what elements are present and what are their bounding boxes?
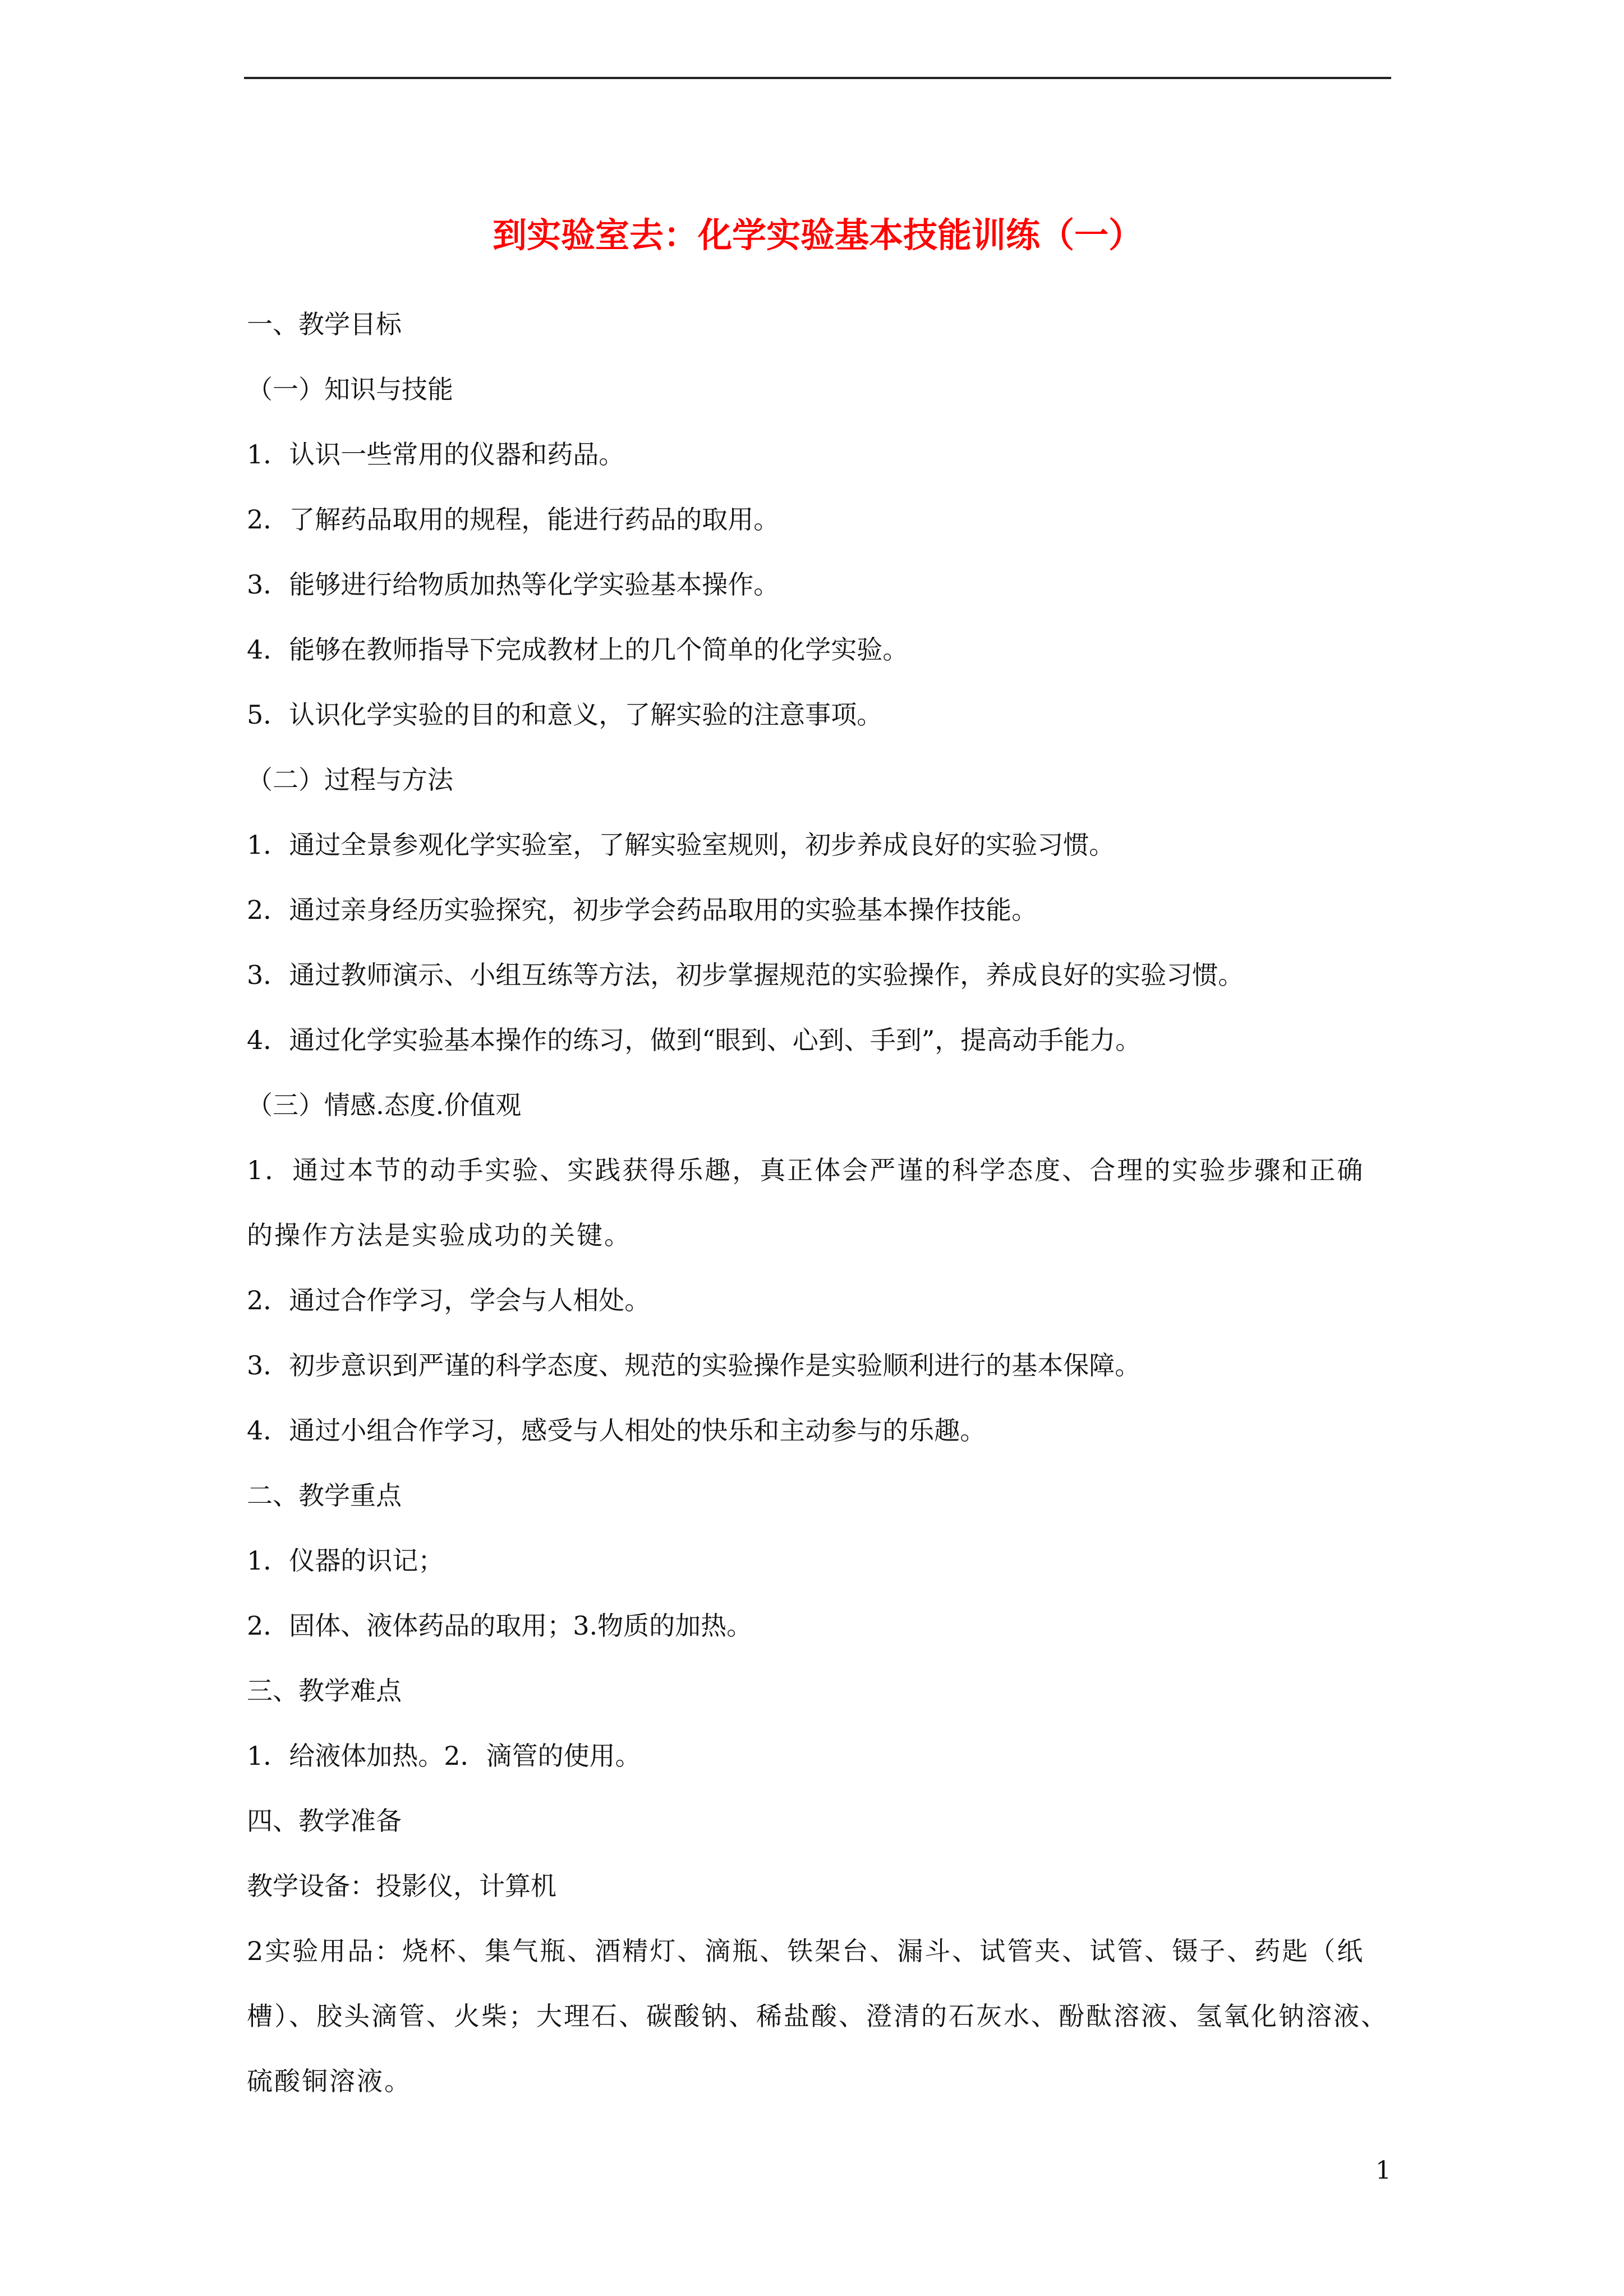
header-rule (244, 77, 1391, 79)
subheading-values: （三）情感.态度.价值观 (247, 1090, 522, 1120)
list-item: 5．认识化学实验的目的和意义，了解实验的注意事项。 (247, 700, 883, 730)
document-body (247, 292, 1391, 2114)
section-heading-difficulties: 三、教学难点 (247, 1676, 402, 1706)
list-item: 2．固体、液体药品的取用；3.物质的加热。 (247, 1611, 753, 1641)
section-heading-objectives: 一、教学目标 (247, 309, 402, 339)
list-item: 4．通过小组合作学习，感受与人相处的快乐和主动参与的乐趣。 (247, 1415, 986, 1446)
subheading-knowledge-skills: （一）知识与技能 (247, 374, 453, 404)
list-item: 1．仪器的识记； (247, 1545, 444, 1576)
list-item: 1．给液体加热。2．滴管的使用。 (247, 1741, 641, 1771)
document-title: 到实验室去：化学实验基本技能训练（一） (492, 215, 1143, 255)
paragraph-materials: 2实验用品：烧杯、集气瓶、酒精灯、滴瓶、铁架台、漏斗、试管夹、试管、镊子、药匙（纸槽）、胶头滴管、火柴；大理石、碳酸钠、稀盐酸、澄清的石灰水、酚酞溶液、氢氧化钠溶液、硫酸铜溶液。 (247, 1936, 1388, 2096)
list-item: 1．认识一些常用的仪器和药品。 (247, 439, 625, 470)
list-item: 1．通过全景参观化学实验室，了解实验室规则，初步养成良好的实验习惯。 (247, 830, 1115, 860)
section-heading-preparation: 四、教学准备 (247, 1806, 402, 1836)
list-item: 4．能够在教师指导下完成教材上的几个简单的化学实验。 (247, 634, 909, 665)
list-item: 4．通过化学实验基本操作的练习，做到“眼到、心到、手到”，提高动手能力。 (247, 1025, 1142, 1055)
page-number: 1 (1375, 2156, 1391, 2185)
paragraph-equipment: 教学设备：投影仪，计算机 (247, 1871, 556, 1901)
list-item: 3．初步意识到严谨的科学态度、规范的实验操作是实验顺利进行的基本保障。 (247, 1350, 1141, 1381)
list-item: 3．能够进行给物质加热等化学实验基本操作。 (247, 569, 780, 600)
list-item: 3．通过教师演示、小组互练等方法，初步掌握规范的实验操作，养成良好的实验习惯。 (247, 960, 1244, 990)
list-item: 2．通过亲身经历实验探究，初步学会药品取用的实验基本操作技能。 (247, 895, 1038, 925)
list-item: 1．通过本节的动手实验、实践获得乐趣，真正体会严谨的科学态度、合理的实验步骤和正确的操作方法是实验成功的关键。 (247, 1155, 1365, 1250)
subheading-process-methods: （二）过程与方法 (247, 765, 453, 795)
section-heading-key-points: 二、教学重点 (247, 1480, 402, 1511)
list-item: 2．了解药品取用的规程，能进行药品的取用。 (247, 504, 780, 535)
list-item: 2．通过合作学习，学会与人相处。 (247, 1285, 651, 1315)
